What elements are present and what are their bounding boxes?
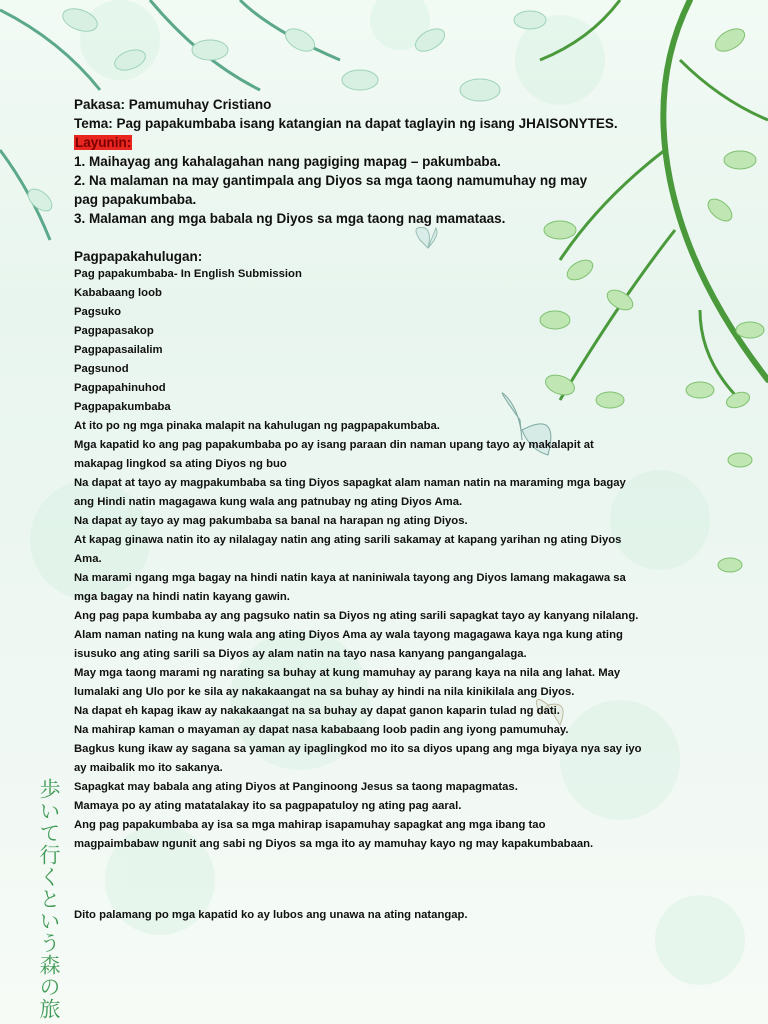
tema-line: Tema: Pag papakumbaba isang katangian na dapat taglayin ng isang JHAISONYTES. — [74, 116, 618, 131]
body-line: At kapag ginawa natin ito ay nilalagay natin ang ating sarili sakamay at kapang yarihan ng ating Diyos — [74, 534, 622, 546]
body-line: magpaimbabaw ngunit ang sabi ng Diyos sa mga ito ay mamuhay kayo ng may kapakumbabaan. — [74, 838, 594, 850]
objective-2: 2. Na malaman na may gantimpala ang Diyos sa mga taong namumuhay ng may — [74, 173, 588, 188]
objective-2-cont: pag papakumbaba. — [74, 192, 197, 207]
layunin-label — [74, 133, 132, 152]
body-line: Bagkus kung ikaw ay sagana sa yaman ay ipaglingkod mo ito sa diyos upang ang mga biyaya nya say iyo — [74, 743, 642, 755]
layunin-highlight: Layunin: — [75, 135, 132, 150]
body-line: Mga kapatid ko ang pag papakumbaba po ay isang paraan din naman upang tayo ay makalapit at — [74, 439, 594, 451]
body-line: isusuko ang ating sarili sa Diyos ay alam natin na tayo nasa kanyang pangangalaga. — [74, 648, 527, 660]
body-text — [74, 265, 674, 854]
objective-1: 1. Maihayag ang kahalagahan nang pagiging mapag – pakumbaba. — [74, 154, 501, 169]
body-line: Na marami ngang mga bagay na hindi natin kaya at naniniwala tayong ang Diyos lamang makagawa sa — [74, 572, 626, 584]
body-line: Mamaya po ay ating matatalakay ito sa pagpapatuloy ng ating pag aaral. — [74, 800, 462, 812]
body-line: Kababaang loob — [74, 287, 162, 299]
body-line: Pagsunod — [74, 363, 129, 375]
body-line: Ang pag papakumbaba ay isa sa mga mahirap isapamuhay sapagkat ang mga ibang tao — [74, 819, 546, 831]
pakasa-line: Pakasa: Pamumuhay Cristiano — [74, 97, 272, 112]
body-line: Na dapat at tayo ay magpakumbaba sa ting Diyos sapagkat alam naman natin na maraming mga bagay — [74, 477, 626, 489]
objective-3: 3. Malaman ang mga babala ng Diyos sa mga taong nag mamataas. — [74, 211, 506, 226]
body-line: At ito po ng mga pinaka malapit na kahulugan ng pagpapakumbaba. — [74, 420, 440, 432]
body-line: Pagpapasailalim — [74, 344, 163, 356]
body-line: Na mahirap kaman o mayaman ay dapat nasa kababaang loob padin ang iyong pamumuhay. — [74, 724, 569, 736]
body-line: Pag papakumbaba- In English Submission — [74, 268, 302, 280]
body-line: ay maibalik mo ito sakanya. — [74, 762, 223, 774]
body-line: lumalaki ang Ulo por ke sila ay nakakaangat na sa buhay ay hindi na nila kinikilala ang Diyos. — [74, 686, 575, 698]
closing-line: Dito palamang po mga kapatid ko ay lubos ang unawa na ating natangap. — [74, 909, 468, 921]
body-line: mga bagay na hindi natin kayang gawin. — [74, 591, 290, 603]
body-line: May mga taong marami ng narating sa buhay at kung mamuhay ay parang kaya na nila ang lahat. May — [74, 667, 621, 679]
body-line: Pagsuko — [74, 306, 122, 318]
vertical-caption: 歩いて行くという森の旅 — [37, 778, 61, 1020]
body-line: Pagpapasakop — [74, 325, 154, 337]
body-line: Ama. — [74, 553, 102, 565]
body-line: Sapagkat may babala ang ating Diyos at Panginoong Jesus sa taong mapagmatas. — [74, 781, 518, 793]
body-line: Pagpapakumbaba — [74, 401, 171, 413]
body-line: Na dapat ay tayo ay mag pakumbaba sa banal na harapan ng ating Diyos. — [74, 515, 468, 527]
butterfly-icon — [416, 228, 437, 249]
body-line: ang Hindi natin magagawa kung wala ang patnubay ng ating Diyos Ama. — [74, 496, 463, 508]
body-line: makapag lingkod sa ating Diyos ng buo — [74, 458, 287, 470]
body-line: Alam naman nating na kung wala ang ating Diyos Ama ay wala tayong magagawa kaya nga kung ating — [74, 629, 623, 641]
body-line: Ang pag papa kumbaba ay ang pagsuko natin sa Diyos ng ating sarili sapagkat tayo ay kanyang nilalang. — [74, 610, 639, 622]
body-line: Pagpapahinuhod — [74, 382, 166, 394]
section-title: Pagpapakahulugan: — [74, 249, 203, 264]
body-line: Na dapat eh kapag ikaw ay nakakaangat na sa buhay ay dapat ganon kaparin tulad ng dati. — [74, 705, 560, 717]
